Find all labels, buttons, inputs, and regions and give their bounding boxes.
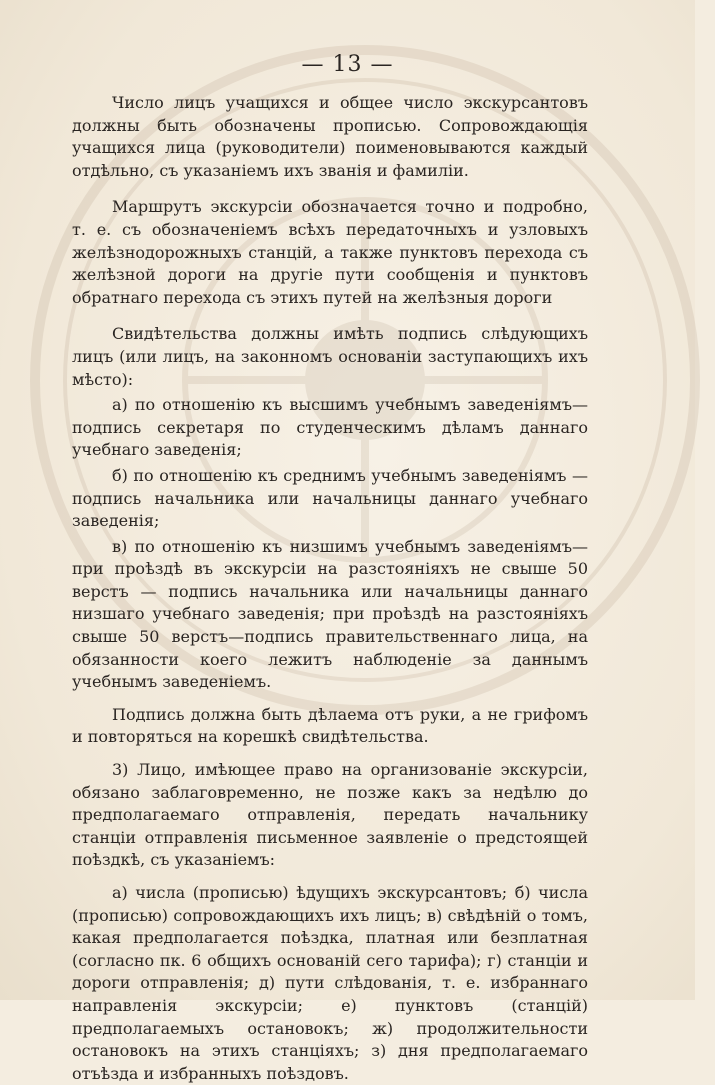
paragraph-item-b-secondary: б) по отношенію къ среднимъ учебнымъ заведеніямъ — подпись начальника или начальницы даннаго учебнаго заведенія;	[72, 465, 588, 531]
text-body	[72, 92, 588, 1085]
paragraph-participants-count: Число лицъ учащихся и общее число экскурсантовъ должны быть обозначены прописью. Сопровождающія учащихся лица (руководители) поименовываются каждый отдѣльно, съ указаніемъ ихъ званія и фамиліи.	[72, 93, 588, 180]
paragraph-signatures: Свидѣтельства должны имѣть подпись слѣдующихъ лицъ (или лицъ, на законномъ основаніи заступающихъ ихъ мѣсто):	[72, 324, 588, 389]
paragraph-handwritten-signature: Подпись должна быть дѣлаема отъ руки, а не грифомъ и повторяться на корешкѣ свидѣтельства.	[72, 704, 588, 747]
paragraph-item-a-higher: а) по отношенію къ высшимъ учебнымъ заведеніямъ— подпись секретаря по студенческимъ дѣламъ даннаго учебнаго заведенія;	[72, 395, 588, 460]
paragraph-route: Маршрутъ экскурсіи обозначается точно и подробно, т. е. съ обозначеніемъ всѣхъ передаточныхъ и узловыхъ желѣзнодорожныхъ станцій, а также пунктовъ перехода съ желѣзной дороги на другіе пути сообщенія и пунктовъ обратнаго перехода съ этихъ путей на желѣзныя дороги	[72, 197, 588, 307]
paragraph-section-3: 3) Лицо, имѣющее право на организованіе экскурсіи, обязано заблаговременно, не позже какъ за недѣлю до предполагаемаго отправленія, передать начальнику станціи отправленія письменное заявленіе о предстоящей поѣздкѣ, съ указаніемъ:	[72, 760, 588, 870]
page-number: — 13 —	[301, 52, 394, 77]
paragraph-item-c-lower: в) по отношенію къ низшимъ учебнымъ заведеніямъ— при проѣздѣ въ экскурсіи на разстояніяхъ не свыше 50 верстъ — подпись начальника или начальницы даннаго низшаго учебнаго заведенія; при проѣздѣ на разстояніяхъ свыше 50 верстъ—подпись правительственнаго лица, на обязанности коего лежитъ наблюденіе за даннымъ учебнымъ заведеніемъ.	[72, 536, 588, 692]
paragraph-section-3-list: а) числа (прописью) ѣдущихъ экскурсантовъ; б) числа (прописью) сопровождающихъ ихъ лицъ; в) свѣдѣній о томъ, какая предполагается поѣздка, платная или безплатная (согласно пк. 6 общихъ основаній сего тарифа); г) станціи и дороги отправленія; д) пути слѣдованія, т. е. избраннаго направленія экскурсіи; е) пунктовъ (станцій) предполагаемыхъ остановокъ; ж) продолжительности остановокъ на этихъ станціяхъ; з) дня предполагаемаго отъѣзда и избранныхъ поѣздовъ.	[72, 883, 588, 1083]
